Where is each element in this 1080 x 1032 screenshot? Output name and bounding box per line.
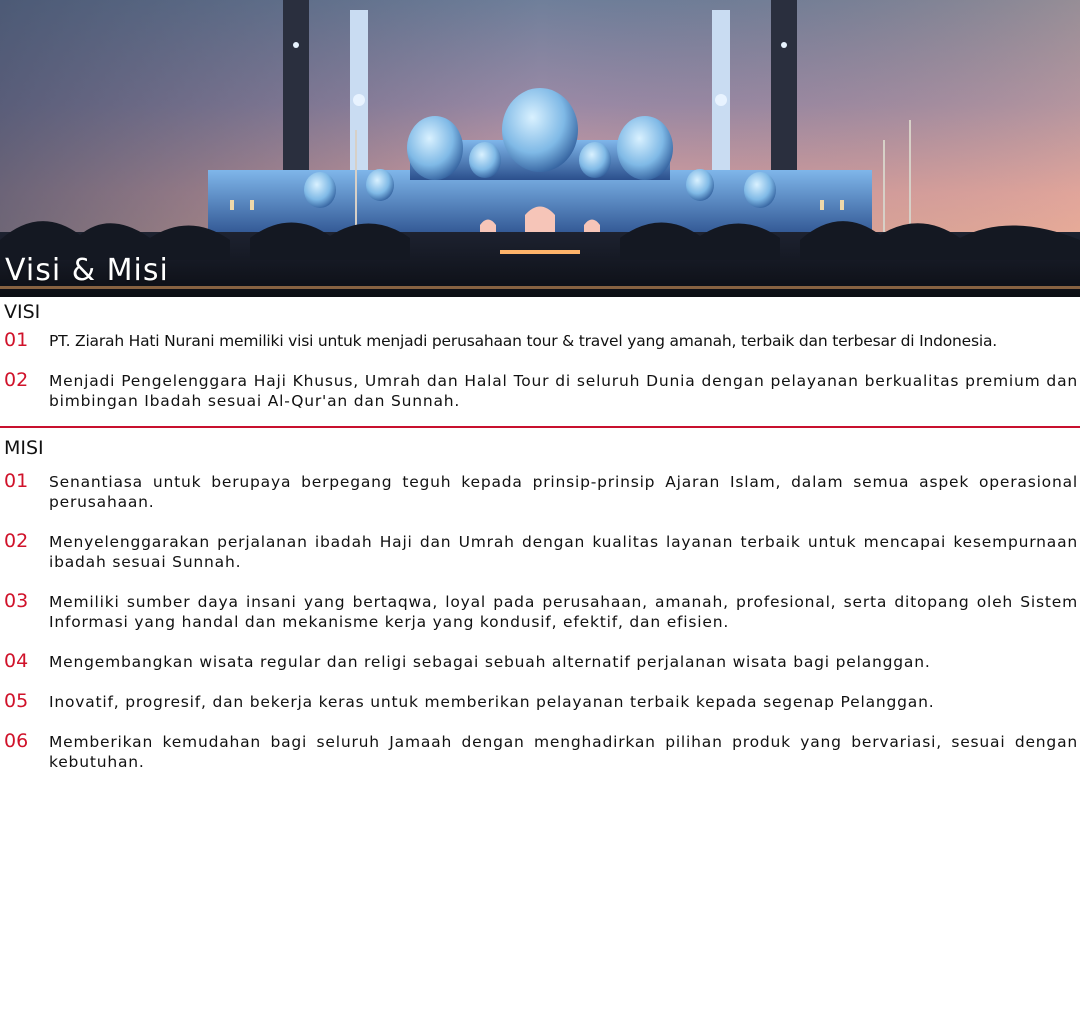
misi-item-text: Senantiasa untuk berupaya berpegang teguh kepada prinsip-prinsip Ajaran Islam, dalam semua aspek operasional perusahaan. — [49, 473, 1078, 511]
visi-item-number: 01 — [4, 329, 29, 351]
visi-item-number: 02 — [4, 369, 29, 391]
hero-banner — [0, 0, 1080, 297]
misi-item-number: 01 — [4, 470, 29, 492]
section-divider — [0, 426, 1080, 428]
misi-item-text: Inovatif, progresif, dan bekerja keras untuk memberikan pelayanan terbaik kepada segenap Pelanggan. — [49, 693, 935, 711]
misi-item-text: Mengembangkan wisata regular dan religi sebagai sebuah alternatif perjalanan wisata bagi pelanggan. — [49, 653, 931, 671]
misi-item-number: 05 — [4, 690, 29, 712]
misi-item-text: Memiliki sumber daya insani yang bertaqwa, loyal pada perusahaan, amanah, profesional, serta ditopang oleh Sistem Informasi yang handal dan mekanisme kerja yang kondusif, efektif, dan efisien. — [49, 593, 1078, 631]
visi-item-text: Menjadi Pengelenggara Haji Khusus, Umrah dan Halal Tour di seluruh Dunia dengan pelayanan berkualitas premium dan bimbingan Ibadah sesuai Al-Qur'an dan Sunnah. — [49, 372, 1078, 410]
misi-item-number: 04 — [4, 650, 29, 672]
visi-heading: VISI — [4, 301, 41, 323]
misi-item-text: Menyelenggarakan perjalanan ibadah Haji dan Umrah dengan kualitas layanan terbaik untuk mencapai kesempurnaan ibadah sesuai Sunnah. — [49, 533, 1078, 571]
misi-item-number: 06 — [4, 730, 29, 752]
visi-item-text: PT. Ziarah Hati Nurani memiliki visi untuk menjadi perusahaan tour & travel yang amanah, terbaik dan terbesar di Indonesia. — [49, 332, 997, 350]
misi-item-number: 03 — [4, 590, 29, 612]
misi-item-text: Memberikan kemudahan bagi seluruh Jamaah dengan menghadirkan pilihan produk yang bervariasi, sesuai dengan kebutuhan. — [49, 733, 1078, 771]
misi-heading: MISI — [4, 437, 44, 459]
misi-item-number: 02 — [4, 530, 29, 552]
page-title: Visi & Misi — [5, 253, 169, 288]
